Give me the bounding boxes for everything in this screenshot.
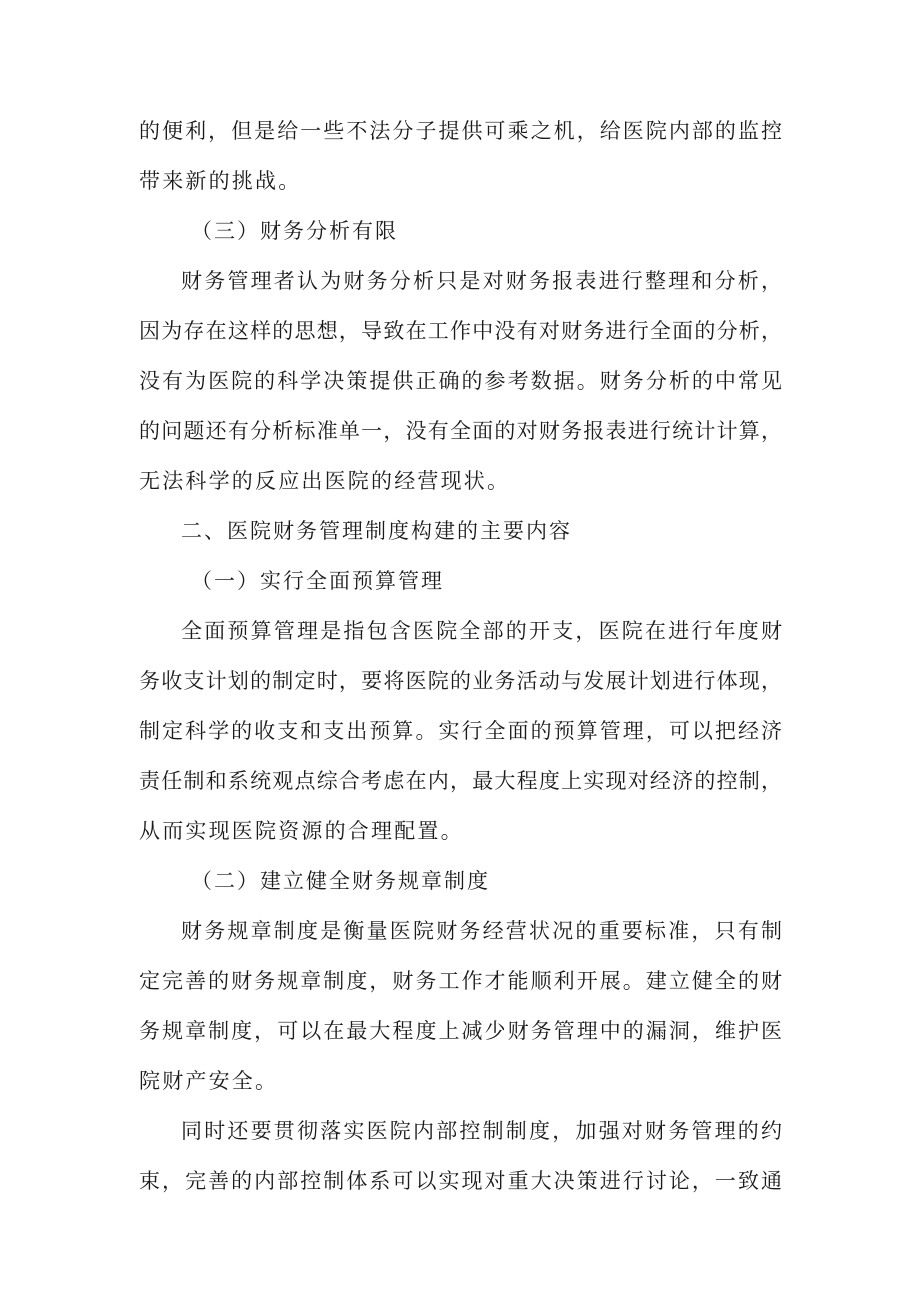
body-text-line: 财务管理者认为财务分析只是对财务报表进行整理和分析，: [181, 269, 782, 293]
body-text-line: 全面预算管理是指包含医院全部的开支，医院在进行年度财: [181, 619, 782, 643]
body-text-line: 院财产安全。: [139, 1069, 279, 1093]
body-text-line: 束，完善的内部控制体系可以实现对重大决策进行讨论，一致通: [139, 1169, 782, 1193]
body-text-line: 无法科学的反应出医院的经营现状。: [139, 469, 511, 493]
body-text-line: 财务规章制度是衡量医院财务经营状况的重要标准，只有制: [181, 919, 782, 943]
body-text-line: 没有为医院的科学决策提供正确的参考数据。财务分析的中常见: [139, 369, 782, 393]
body-text-line: 的便利，但是给一些不法分子提供可乘之机，给医院内部的监控: [139, 119, 782, 143]
body-text-line: 责任制和系统观点综合考虑在内，最大程度上实现对经济的控制，: [139, 769, 782, 793]
subheading-budget-management: （一）实行全面预算管理: [191, 569, 444, 593]
body-text-line: 的问题还有分析标准单一，没有全面的对财务报表进行统计计算，: [139, 419, 782, 443]
body-text-line: 务规章制度，可以在最大程度上减少财务管理中的漏洞，维护医: [139, 1019, 782, 1043]
body-text-line: 同时还要贯彻落实医院内部控制制度，加强对财务管理的约: [181, 1119, 782, 1143]
subheading-financial-analysis: （三）财务分析有限: [191, 219, 398, 243]
body-text-line: 从而实现医院资源的合理配置。: [139, 819, 464, 843]
body-text-line: 因为存在这样的思想，导致在工作中没有对财务进行全面的分析，: [139, 319, 782, 343]
body-text-line: 务收支计划的制定时，要将医院的业务活动与发展计划进行体现，: [139, 669, 782, 693]
subheading-regulations: （二）建立健全财务规章制度: [191, 869, 490, 893]
section-heading: 二、医院财务管理制度构建的主要内容: [181, 519, 572, 543]
body-text-line: 带来新的挑战。: [139, 169, 302, 193]
body-text-line: 制定科学的收支和支出预算。实行全面的预算管理，可以把经济: [139, 719, 782, 743]
document-page: [139, 106, 782, 1206]
body-text-line: 定完善的财务规章制度，财务工作才能顺利开展。建立健全的财: [139, 969, 782, 993]
